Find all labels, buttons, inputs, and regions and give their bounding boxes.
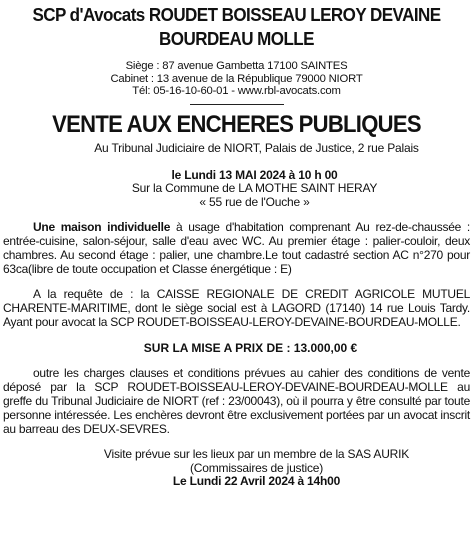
visit-block bbox=[0, 448, 473, 489]
firm-contact bbox=[0, 60, 473, 98]
firm-name-line1: SCP d'Avocats ROUDET BOISSEAU LEROY DEVAINE bbox=[32, 4, 441, 25]
firm-tel: Tél: 05-16-10-60-01 - www.rbl-avocats.com bbox=[132, 85, 341, 98]
sale-date: le Lundi 13 MAI 2024 à 10 h 00 bbox=[171, 167, 338, 182]
firm-cabinet: Cabinet : 13 avenue de la République 79000 NIORT bbox=[110, 72, 363, 85]
separator-rule bbox=[190, 104, 284, 105]
court-location: Au Tribunal Judiciaire de NIORT, Palais de Justice, 2 rue Palais bbox=[94, 140, 419, 155]
firm-header bbox=[0, 0, 473, 51]
sale-address: « 55 rue de l'Ouche » bbox=[199, 194, 310, 209]
property-details: à usage d'habitation comprenant Au rez-de-chaussée : entrée-cuisine, salon-séjour, salle d'eau avec WC. Au premier étage : palier-couloir, deux chambres. Au second étage : palier, une chambre.Le tout cadastré section AC n°270 pour 63ca(libre de toute occupation et Classe énergétique : E) bbox=[3, 220, 471, 277]
starting-price: SUR LA MISE A PRIX DE : 13.000,00 € bbox=[143, 341, 358, 356]
property-description bbox=[3, 220, 470, 276]
sale-commune: Sur la Commune de LA MOTHE SAINT HERAY bbox=[131, 181, 378, 196]
firm-siege: Siège : 87 avenue Gambetta 17100 SAINTES bbox=[125, 60, 348, 72]
property-lead: Une maison individuelle bbox=[33, 220, 171, 235]
sale-title: VENTE AUX ENCHERES PUBLIQUES bbox=[52, 110, 421, 138]
visit-date: Le Lundi 22 Avril 2024 à 14h00 bbox=[172, 474, 341, 489]
firm-name-line2: BOURDEAU MOLLE bbox=[159, 28, 314, 49]
visit-line2: (Commissaires de justice) bbox=[189, 460, 324, 475]
requester-paragraph: A la requête de : la CAISSE REGIONALE DE CREDIT AGRICOLE MUTUEL CHARENTE-MARITIME, dont le siège social est à LAGORD (17140) 14 rue Louis Tardy. Ayant pour avocat la SCP ROUDET-BOISSEAU-LEROY-DEVAINE-BOURDEAU-MOLLE. bbox=[3, 287, 470, 330]
conditions-paragraph: outre les charges clauses et conditions prévues au cahier des conditions de vente déposé par la SCP ROUDET-BOISSEAU-LEROY-DEVAINE-BOURDEAU-MOLLE au greffe du Tribunal Judiciaire de NIORT (ref : 23/00043), où il pourra y être consulté par toute personne intéressée. Les enchères devront être exclusivement portées par un avocat inscrit au barreau des DEUX-SEVRES. bbox=[3, 366, 470, 437]
sale-date-block bbox=[0, 169, 473, 210]
visit-line1: Visite prévue sur les lieux par un membre de la SAS AURIK bbox=[103, 447, 410, 462]
